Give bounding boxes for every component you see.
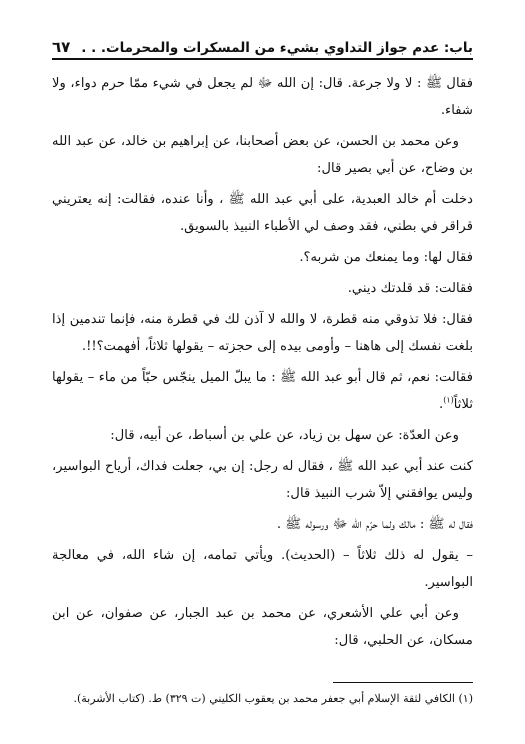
- paragraph-with-footnote: فقالت: نعم، ثم قال أبو عبد الله ﷺ : ما يبلّ الميل ينجّس حبّاً من ماء – يقولها ثلاثاً$^{(١)}$.: [52, 370, 473, 412]
- paragraph: كنت عند أبي عبد الله ﷺ ، فقال له رجل: إن بي، جعلت فداك، أرياح البواسير، وليس يوافقني إلاّ شرب النبيذ قال:: [52, 459, 473, 501]
- paragraph: فقالت: قد قلدتك ديني.: [347, 281, 473, 296]
- paragraph: فقال له ﷺ : مالك ولما حرّم الله ﷻ ورسوله ﷺ .: [276, 517, 473, 532]
- body-text: [52, 70, 473, 654]
- paragraph: وعن محمد بن الحسن، عن بعض أصحابنا، عن إبراهيم بن خالد، عن عبد الله بن وضاح، عن أبي بصير قال:: [52, 134, 473, 176]
- separator-line: [333, 682, 473, 683]
- running-header: [52, 28, 473, 60]
- paragraph: فقال: فلا تذوقي منه قطرة، لا والله لا آذن لك في قطرة منه، فإنما تندمين إذا بلغت نفسك إلى هاهنا – وأومى بيده إلى حجزته – يقولها ثلاثاً، أفهمت؟!!.: [52, 312, 473, 354]
- paragraph: فقال ﷺ : لا ولا جرعة. قال: إن الله ﷻ لم يجعل في شيء ممّا حرم دواء، ولا شفاء.: [52, 76, 473, 118]
- book-page: [52, 28, 473, 724]
- chapter-title: باب: عدم جواز التداوي بشيء من المسكرات والمحرمات. . .: [81, 40, 473, 56]
- page-number: ٦٧: [52, 38, 71, 56]
- paragraph: – يقول له ذلك ثلاثاً – (الحديث). ويأتي تمامه، إن شاء الله، في معالجة البواسير.: [52, 548, 473, 590]
- paragraph-text: فقالت: نعم، ثم قال أبو عبد الله ﷺ : ما يبلّ الميل ينجّس حبّاً من ماء – يقولها ثلاثاً: [52, 370, 473, 412]
- paragraph: وعن أبي علي الأشعري، عن محمد بن عبد الجبار، عن صفوان، عن ابن مسكان، عن الحلبي، قال:: [52, 606, 473, 648]
- footnote-reference[interactable]: (١): [443, 395, 454, 405]
- footnote: (١) الكافي لثقة الإسلام أبي جعفر محمد بن يعقوب الكليني (ت ٣٢٩) ط. (كتاب الأشربة).: [73, 692, 473, 705]
- paragraph: وعن العدّة: عن سهل بن زياد، عن علي بن أسباط، عن أبيه، قال:: [110, 428, 459, 443]
- paragraph: فقال لها: وما يمنعك من شربه؟.: [299, 250, 473, 265]
- paragraph: دخلت أم خالد العبدية، على أبي عبد الله ﷺ ، وأنا عنده، فقالت: إنه يعتريني قراقر في بطني، فقد وصف لي الأطباء النبيذ بالسويق.: [52, 192, 473, 234]
